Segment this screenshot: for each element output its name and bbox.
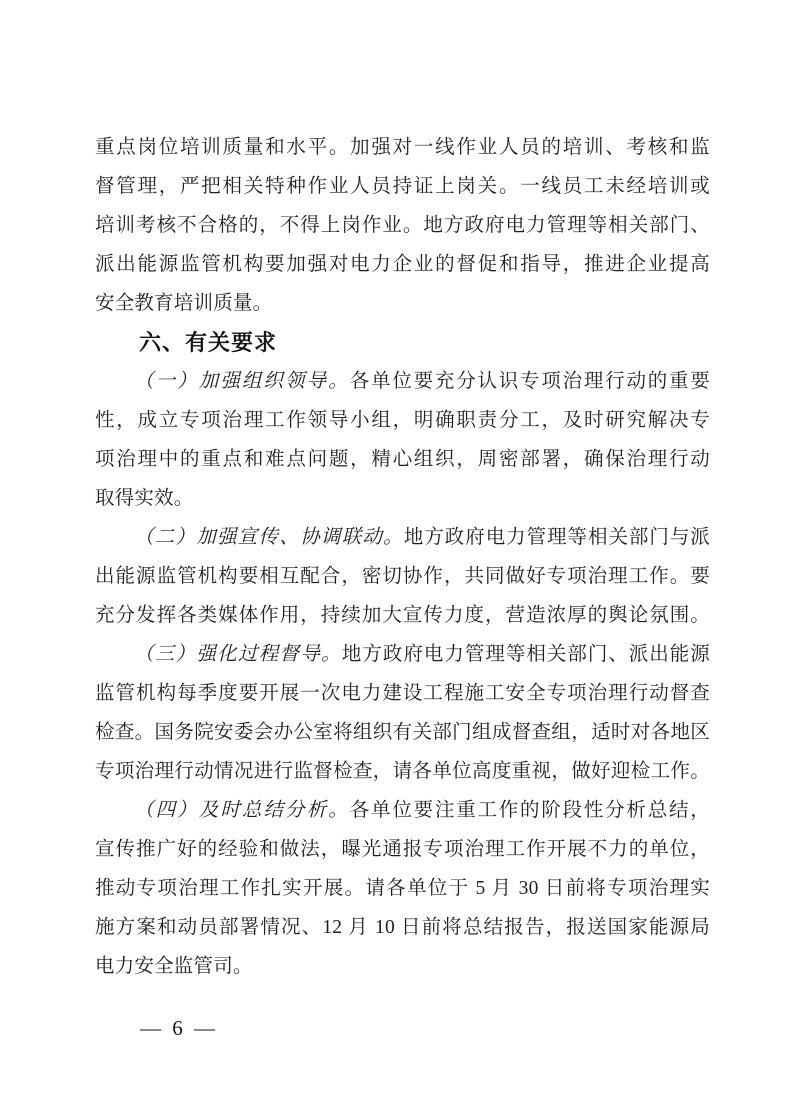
text-line: 取得实效。	[95, 488, 194, 509]
list-item-2-first-line-rest: 地方政府电力管理等相关部门与派	[403, 527, 710, 548]
text-line: 派出能源监管机构要加强对电力企业的督促和指导，推进企业提高	[95, 254, 710, 275]
text-line: 电力安全监管司。	[95, 956, 253, 977]
list-item-1-first-line	[95, 362, 710, 401]
text-line: 重点岗位培训质量和水平。加强对一线作业人员的培训、考核和监	[95, 137, 710, 158]
text-line: 施方案和动员部署情况、12 月 10 日前将总结报告，报送国家能源局	[95, 917, 710, 938]
list-item-3-first-line-rest: 地方政府电力管理等相关部门、派出能源	[341, 644, 710, 665]
text-line: 性，成立专项治理工作领导小组，明确职责分工，及时研究解决专	[95, 410, 710, 431]
text-line: 监管机构每季度要开展一次电力建设工程施工安全专项治理行动督查	[95, 683, 710, 704]
page-number: — 6 —	[140, 1016, 218, 1040]
list-item-4-first-line-rest: 各单位要注重工作的阶段性分析总结，	[349, 800, 710, 821]
text-line: 安全教育培训质量。	[95, 293, 273, 314]
text-line: 项治理中的重点和难点问题，精心组织，周密部署，确保治理行动	[95, 449, 710, 470]
text-line: 充分发挥各类媒体作用，持续加大宣传力度，营造浓厚的舆论氛围。	[95, 605, 710, 626]
text-line: 检查。国务院安委会办公室将组织有关部门组成督查组，适时对各地区	[95, 722, 710, 743]
list-item-4-lead: （四）及时总结分析。	[134, 800, 350, 821]
section-heading: 六、有关要求	[139, 330, 278, 355]
text-line: 培训考核不合格的，不得上岗作业。地方政府电力管理等相关部门、	[95, 215, 710, 236]
list-item-4-first-line	[95, 791, 710, 830]
list-item-2-first-line	[95, 518, 710, 557]
text-line: 推动专项治理工作扎实开展。请各单位于 5 月 30 日前将专项治理实	[95, 878, 710, 899]
list-item-1-first-line-rest: 各单位要充分认识专项治理行动的重要	[349, 371, 710, 392]
list-item-3-lead: （三）强化过程督导。	[134, 644, 342, 665]
list-item-1-lead: （一）加强组织领导。	[134, 371, 350, 392]
list-item-2-lead: （二）加强宣传、协调联动。	[134, 527, 404, 548]
list-item-3-first-line	[95, 635, 710, 674]
text-line: 专项治理行动情况进行监督检查，请各单位高度重视，做好迎检工作。	[95, 761, 710, 782]
text-line: 宣传推广好的经验和做法，曝光通报专项治理工作开展不力的单位，	[95, 839, 710, 860]
document-body	[95, 128, 710, 986]
text-line: 出能源监管机构要相互配合，密切协作，共同做好专项治理工作。要	[95, 566, 710, 587]
text-line: 督管理，严把相关特种作业人员持证上岗关。一线员工未经培训或	[95, 176, 710, 197]
